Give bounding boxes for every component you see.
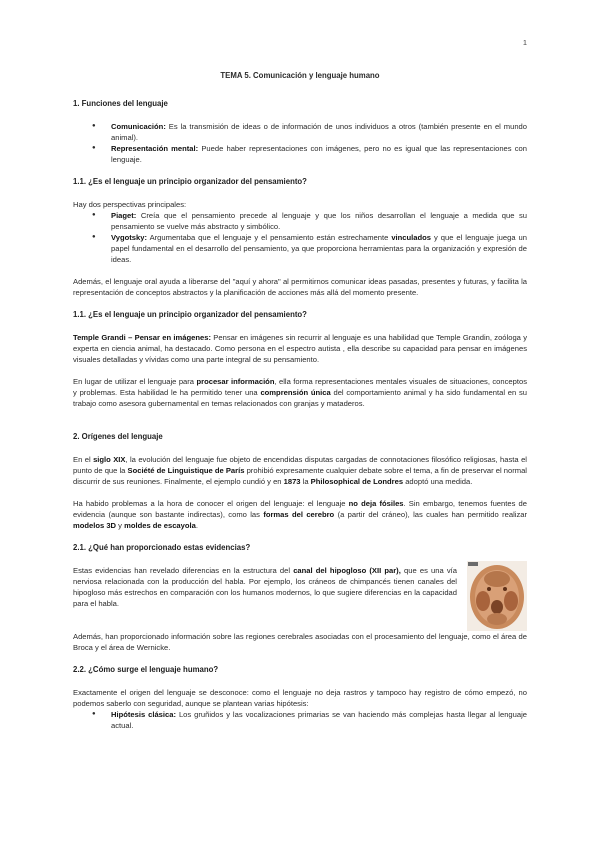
term: Hipótesis clásica:: [111, 710, 176, 719]
section-heading-organizer-2: 1.1. ¿Es el lenguaje un principio organizador del pensamiento?: [73, 310, 307, 319]
emphasis: Philosophical de Londres: [310, 477, 404, 486]
paragraph: [73, 376, 527, 409]
perspectives-list: [73, 210, 527, 265]
text: Pensar en imágenes sin recurrir al lenguaje es una habilidad que Temple Grandin, zoóloga y experta en ciencia animal, ha destacado. Como persona en el espectro autista , ella describe su capacidad para pensar en imágenes visuales detalladas y vívidas como una parte integral de su pensamiento.: [73, 333, 527, 364]
emphasis: siglo XIX: [93, 455, 126, 464]
paragraph: [73, 332, 527, 365]
term: Piaget:: [111, 211, 137, 220]
text: del comportamiento animal y ha sido fundamental en su trabajo como asesora gubernamental en temas relacionados con granjas y mataderos.: [73, 388, 528, 408]
text: (a partir del cráneo), las cuales han permitido realizar: [334, 510, 527, 519]
emphasis: canal del hipogloso (XII par),: [293, 566, 401, 575]
emphasis: vinculados: [391, 233, 431, 242]
paragraph: [73, 454, 527, 487]
document-title: TEMA 5. Comunicación y lenguaje humano: [220, 71, 380, 80]
text: En lugar de utilizar el lenguaje para: [73, 377, 197, 386]
paragraph: [73, 498, 527, 531]
emphasis: comprensión única: [260, 388, 331, 397]
definition: Puede haber representaciones con imágenes, pero no es igual que las representaciones con lenguaje.: [111, 144, 527, 164]
definition-part: y que el lenguaje juega un papel fundamental en el desarrollo del pensamiento, ya que proporciona herramientas para la organización y expresión de ideas.: [111, 233, 527, 264]
text: Ha habido problemas a la hora de conocer el origen del lenguaje: el lenguaje: [73, 499, 349, 508]
text: Estas evidencias han revelado diferencias en la estructura del: [73, 566, 294, 575]
text: En el: [73, 455, 94, 464]
evidence-block: [73, 565, 527, 631]
functions-list: [73, 121, 527, 165]
paragraph: Exactamente el origen del lenguaje se desconoce: como el lenguaje no deja rastros y tampoco hay registro de cómo empezó, no podemos saberlo con seguridad, aunque se plantean varias hipótesis:: [73, 688, 527, 708]
emphasis: no deja fósiles: [348, 499, 404, 508]
paragraph: Además, el lenguaje oral ayuda a liberarse del "aquí y ahora" al permitirnos comunicar ideas pasadas, presentes y futuras, y facilita la representación de conceptos abstractos y la planificación de acciones más allá del momento presente.: [73, 277, 527, 297]
list-item: [111, 232, 527, 265]
list-item: [111, 121, 527, 143]
skull-base-image: [467, 561, 527, 631]
list-item: [111, 143, 527, 165]
emphasis: modelos 3D: [73, 521, 117, 530]
text: la: [300, 477, 311, 486]
emphasis: procesar información: [196, 377, 275, 386]
section-heading-organizer: 1.1. ¿Es el lenguaje un principio organizador del pensamiento?: [73, 177, 307, 186]
term: Vygotsky:: [111, 233, 148, 242]
definition: Los gruñidos y las vocalizaciones primarias se van haciendo más complejas hasta llegar al lenguaje actual.: [111, 710, 528, 730]
term: Representación mental:: [111, 144, 199, 153]
text: y: [116, 521, 125, 530]
section-heading-emergence: 2.2. ¿Cómo surge el lenguaje humano?: [73, 665, 219, 674]
emphasis: formas del cerebro: [263, 510, 335, 519]
paragraph: Además, han proporcionado información sobre las regiones cerebrales asociadas con el procesamiento del lenguaje, como el área de Broca y el área de Wernicke.: [73, 632, 527, 652]
evidence-text: [73, 565, 457, 631]
list-item: [111, 210, 527, 232]
emphasis: 1873: [283, 477, 301, 486]
text: . Sin embargo, tenemos fuentes de evidencia (aunque son bastante indirectas), como las: [73, 499, 527, 519]
list-item: [111, 709, 527, 731]
definition-part: Argumentaba que el lenguaje y el pensamiento están estrechamente: [147, 233, 392, 242]
intro-text: Hay dos perspectivas principales:: [73, 200, 187, 209]
document-body: [73, 70, 527, 742]
section-heading-origins: 2. Orígenes del lenguaje: [73, 432, 163, 441]
definition: Es la transmisión de ideas o de información de unos individuos a otros (también presente en el mundo animal).: [111, 122, 527, 142]
page-number: 1: [522, 38, 527, 47]
text: que es una vía nerviosa relacionada con la producción del habla. Por ejemplo, los cráneos de chimpancés tienen canales del hipogloso más estrechos en comparación con los humanos modernos, lo que sugiere diferencias en la capacidad para el habla.: [73, 566, 458, 608]
emphasis: Société de Linguistique de París: [127, 466, 245, 475]
text: .: [195, 521, 198, 530]
text: adoptó una medida.: [403, 477, 473, 486]
section-heading-evidence: 2.1. ¿Qué han proporcionado estas evidencias?: [73, 543, 251, 552]
paragraph: [73, 565, 457, 609]
section-heading-functions: 1. Funciones del lenguaje: [73, 99, 168, 108]
text: , ella forma representaciones mentales visuales de situaciones, conceptos y problemas. Esta habilidad le ha permitido tener una: [73, 377, 528, 397]
emphasis: moldes de escayola: [124, 521, 196, 530]
emphasis: Temple Grandi – Pensar en imágenes:: [73, 333, 211, 342]
hypotheses-list: [73, 709, 527, 731]
text: , la evolución del lenguaje fue objeto de encendidas disputas cargadas de connotaciones filosófico religiosas, hasta el punto de que la: [73, 455, 527, 475]
definition: Creía que el pensamiento precede al lenguaje y que los niños desarrollan el lenguaje a medida que su pensamiento se vuelve más abstracto y simbólico.: [111, 211, 527, 231]
text: prohibió expresamente cualquier debate sobre el tema, a fin de preservar el normal discurrir de sus reuniones. Finalmente, el ejemplo cundió y en: [73, 466, 527, 486]
term: Comunicación:: [111, 122, 166, 131]
